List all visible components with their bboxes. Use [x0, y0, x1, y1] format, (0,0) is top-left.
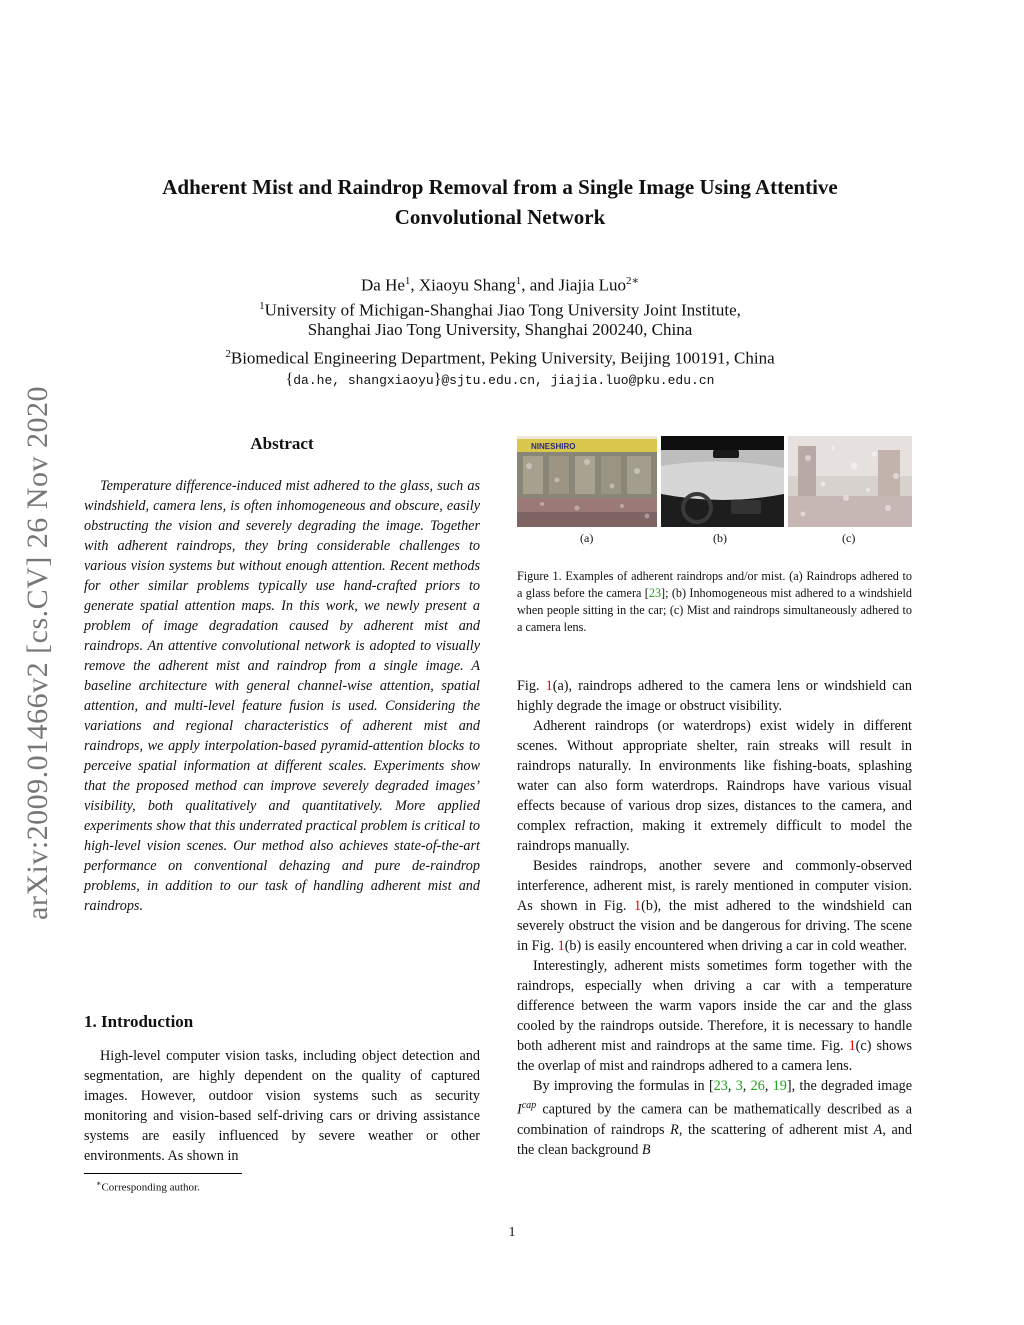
paragraph: Besides raindrops, another severe and commonly-observed interference, adherent mist, is rarely mentioned in computer vision. As shown in Fig. 1(b), the mist adhered to the windshield can severely obstruct the vision and be dangerous for driving. The scene in Fig. 1(b) is easily encountered when driving a car in cold weather.: [517, 858, 912, 954]
paragraph: Fig. 1(a), raindrops adhered to the camera lens or windshield can highly degrade the image or obstruct visibility.: [517, 678, 912, 714]
figure-image-c: [788, 436, 912, 527]
shop-sign-text: NINESHIRO: [531, 442, 576, 451]
paragraph: Adherent raindrops (or waterdrops) exist widely in different scenes. Without appropriate shelter, rain streaks will result in raindrops naturally. In environments like fishing-boats, splashing water can also form waterdrops. Raindrops have various visual effects because of various drop sizes, distances to the camera, and complex refraction, making it extremely difficult to model the raindrops manually.: [517, 718, 912, 854]
figure-image-b: [661, 436, 784, 527]
figure-ref-link[interactable]: 1: [848, 1038, 856, 1054]
abstract-text: Temperature difference-induced mist adhered to the glass, such as windshield, camera lens, is often inhomogeneous and obscure, easily obstructing the vision and severely degrading the image. Together with adherent raindrops, they bring considerable challenges to various vision systems but without enough attention. Recent methods for other similar problems typically use hand-crafted priors to generate spatial attention maps. In this work, we newly present a problem of image degradation caused by adherent mist and raindrops. An attentive convolutional network is adopted to visually remove the adherent mist and raindrop from a single image. A baseline architecture with general channel-wise attention, spatial attention, and multi-level feature fusion is used. Considering the variations and regional characteristics of adherent mist and raindrops, we apply interpolation-based pyramid-attention blocks to perceive spatial information at different scales. Experiments show that the proposed method can improve severely degraded images’ visibility, both qualitatively and quantitatively. More applied experiments show that this underrated practical problem is critical to high-level vision scenes. Our method also achieves state-of-the-art performance on conventional dehazing and pure de-raindrop problems, in addition to our task of handling adherent mist and raindrops.: [84, 478, 480, 914]
figure-label-a: (a): [580, 531, 594, 545]
author-list: Da He$^1$, Xiaoyu Shang$^1$, and Jiajia Luo$^{2∗}$: [361, 275, 639, 295]
abstract-heading-wrap: [84, 434, 480, 454]
figure-caption: Figure 1. Examples of adherent raindrops and/or mist. (a) Raindrops adhered to a glass before the camera [23]; (b) Inhomogeneous mist adhered to a windshield when people sitting in the car; (c) Mist and raindrops simultaneously adhered to a camera lens.: [517, 569, 912, 634]
author-1: Da He: [361, 275, 405, 295]
paragraph: By improving the formulas in [23, 3, 26, 19], the degraded image $I^{cap}$ captured by the camera can be mathematically described as a combination of raindrops R, the scattering of adherent mist A, and the clean background B: [517, 1078, 913, 1158]
arxiv-identifier: arXiv:2009.01466v2 [cs.CV] 26 Nov 2020: [21, 386, 54, 920]
figure-ref-link[interactable]: 1: [634, 898, 642, 914]
affiliation-1-line-2: Shanghai Jiao Tong University, Shanghai 200240, China: [307, 320, 693, 339]
title-line-2: Convolutional Network: [394, 205, 606, 229]
figure-image-a: [517, 436, 657, 527]
figure-label-b: (b): [713, 531, 727, 545]
affiliation-2: $^2$Biomedical Engineering Department, Peking University, Beijing 100191, China: [225, 348, 775, 368]
intro-heading: 1. Introduction: [84, 1012, 194, 1031]
citation-link[interactable]: 23: [648, 586, 662, 600]
footnote-rule: [84, 1173, 242, 1174]
title-line-1: Adherent Mist and Raindrop Removal from a Single Image Using Attentive: [162, 175, 838, 199]
author-emails: {da.he, shangxiaoyu}@sjtu.edu.cn, jiajia.luo@pku.edu.cn: [285, 371, 715, 388]
citation-link[interactable]: 26: [750, 1078, 765, 1094]
figure-label-c: (c): [842, 531, 856, 545]
citation-link[interactable]: 19: [772, 1078, 787, 1094]
citation-link[interactable]: 23: [713, 1078, 728, 1094]
intro-text: High-level computer vision tasks, including object detection and segmentation, are highly dependent on the quality of captured images. However, outdoor vision systems such as security monitoring and vision-based self-driving cars or driving assistance systems are easily influenced by severe weather or other environments. As shown in: [84, 1048, 480, 1164]
author-2: Xiaoyu Shang: [418, 275, 516, 295]
intro-heading-wrap: [84, 1012, 193, 1032]
paragraph: Interestingly, adherent mists sometimes form together with the raindrops, especially when driving a car with a temperature difference between the warm vapors inside the car and the glass cooled by the raindrops outside. Therefore, it is necessary to handle both adherent mist and raindrops at the same time. Fig. 1(c) shows the overlap of mist and raindrops adhered to a camera lens.: [517, 958, 912, 1074]
citation-link[interactable]: 3: [735, 1078, 743, 1094]
abstract-heading: Abstract: [250, 434, 314, 453]
affiliation-1: $^1$University of Michigan-Shanghai Jiao Tong University Joint Institute,: [259, 300, 741, 320]
footnote: ∗Corresponding author.: [96, 1179, 200, 1194]
figure-ref-link[interactable]: 1: [545, 678, 553, 694]
figure-ref-link[interactable]: 1: [557, 938, 565, 954]
paper-title: [80, 172, 920, 232]
page-number: 1: [508, 1225, 516, 1240]
author-3: Jiajia Luo: [558, 275, 627, 295]
right-column-text: [517, 676, 912, 1160]
